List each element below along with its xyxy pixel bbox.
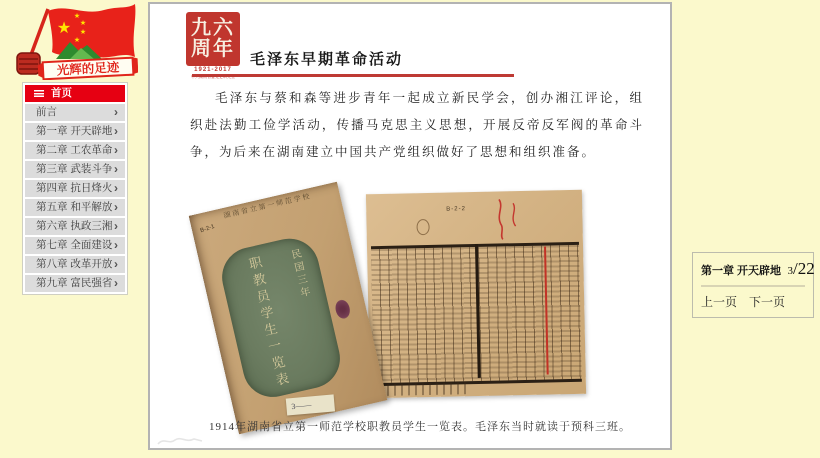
sidebar — [0, 0, 148, 458]
menu-item-label: 第一章 开天辟地 — [36, 125, 113, 137]
cover-green-label — [216, 233, 346, 403]
svg-text:★: ★ — [73, 36, 81, 44]
svg-text:★: ★ — [56, 18, 72, 37]
next-page-link[interactable]: 下一页 — [749, 295, 786, 309]
menu-item-label: 第三章 武装斗争 — [36, 163, 113, 175]
anniversary-seal-icon — [186, 12, 240, 66]
watermark-scribble — [156, 434, 206, 448]
photo-caption: 1914年湖南省立第一师范学校职教员学生一览表。毛泽东当时就读于预科三班。 — [209, 421, 631, 433]
prev-page-link[interactable]: 上一页 — [701, 295, 738, 309]
archive-number: B-2-1 — [199, 223, 216, 235]
archive-number: B-2-2 — [446, 206, 466, 213]
menu-item-label: 第六章 执政三湘 — [36, 220, 113, 232]
menu-item-chapter-2[interactable] — [25, 142, 125, 159]
menu-item-preface[interactable] — [25, 104, 125, 121]
table-foot-marks — [380, 382, 470, 396]
red-handwriting-icon — [491, 195, 526, 242]
chapter-menu — [22, 82, 128, 295]
menu-item-label: 第五章 和平解放 — [36, 201, 113, 213]
menu-item-home[interactable] — [25, 85, 125, 102]
chevron-right-icon: › — [114, 162, 118, 176]
cover-edge-text: 湖南省立第一师范学校 — [222, 191, 313, 221]
seal-characters: 九六周年 — [191, 17, 235, 60]
menu-item-label: 前言 — [36, 106, 57, 118]
hamburger-icon — [34, 90, 44, 97]
menu-item-chapter-8[interactable] — [25, 256, 125, 273]
logo-banner — [38, 56, 138, 79]
chevron-right-icon: › — [114, 143, 118, 157]
pagination-chapter: 第一章 开天辟地 — [701, 265, 782, 277]
pagination-status — [701, 259, 815, 279]
pagination-total-pages: /22 — [793, 259, 815, 278]
menu-item-chapter-7[interactable] — [25, 237, 125, 254]
chevron-right-icon: › — [114, 219, 118, 233]
menu-item-chapter-1[interactable] — [25, 123, 125, 140]
menu-item-label: 第七章 全面建设 — [36, 239, 113, 251]
pagination-box — [692, 252, 814, 318]
ink-stain — [334, 298, 352, 320]
document-registry-page — [366, 190, 586, 398]
content-panel — [148, 2, 672, 450]
document-booklet-cover — [189, 182, 387, 434]
chevron-right-icon: › — [114, 238, 118, 252]
menu-item-label: 第八章 改革开放 — [36, 258, 113, 270]
menu-item-chapter-9[interactable] — [25, 275, 125, 292]
svg-text:★: ★ — [73, 12, 81, 20]
chevron-right-icon: › — [114, 257, 118, 271]
site-logo[interactable] — [12, 1, 138, 80]
menu-item-label: 第二章 工农革命 — [36, 144, 113, 156]
svg-text:★: ★ — [79, 19, 87, 27]
pagination-links — [701, 293, 805, 310]
historical-photo — [199, 170, 606, 416]
logo-banner-text: 光辉的足迹 — [56, 60, 120, 78]
menu-item-chapter-4[interactable] — [25, 180, 125, 197]
page-title: 毛泽东早期革命活动 — [250, 52, 404, 68]
chevron-right-icon: › — [114, 200, 118, 214]
menu-item-chapter-6[interactable] — [25, 218, 125, 235]
menu-item-label: 第九章 富民强省 — [36, 277, 113, 289]
cover-label-year: 民国三年 — [288, 248, 311, 302]
stamp-icon — [416, 219, 429, 235]
chevron-right-icon: › — [114, 276, 118, 290]
menu-item-chapter-3[interactable] — [25, 161, 125, 178]
menu-item-label: 第四章 抗日烽火 — [36, 182, 113, 194]
menu-item-label: 首页 — [51, 87, 72, 99]
chevron-right-icon: › — [114, 124, 118, 138]
chevron-right-icon: › — [114, 105, 118, 119]
pagination-divider — [701, 285, 805, 287]
fist-icon — [17, 53, 40, 74]
article-paragraph: 毛泽东与蔡和森等进步青年一起成立新民学会，创办湘江评论，组织赴法勤工俭学活动，传播马克思主义思想，开展反帝反军阀的革命斗争，为后来在湖南建立中国共产党组织做好了思想和组织准备。 — [190, 91, 644, 159]
svg-text:★: ★ — [79, 28, 87, 36]
cover-label-title: 职教员学生一览表 — [245, 254, 291, 391]
title-divider — [192, 74, 514, 77]
seal-years: 1921-2017 — [194, 67, 232, 73]
pagination-current-page: 3 — [787, 265, 794, 277]
chevron-right-icon: › — [114, 181, 118, 195]
paper-slip: 3—— — [286, 394, 335, 415]
menu-item-chapter-5[interactable] — [25, 199, 125, 216]
